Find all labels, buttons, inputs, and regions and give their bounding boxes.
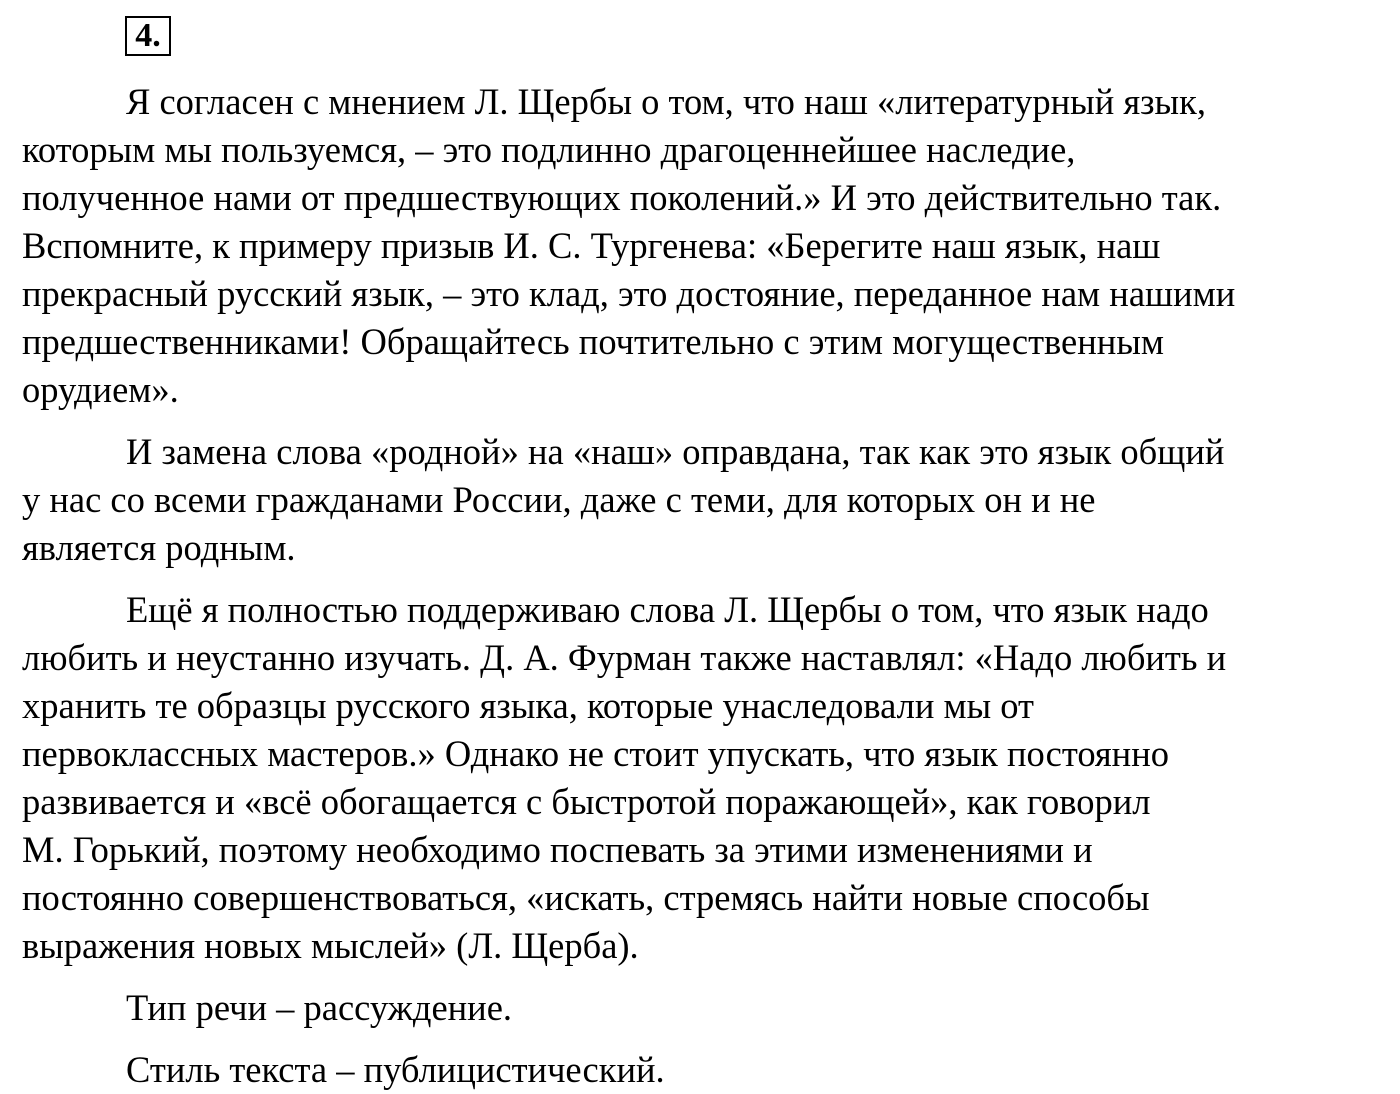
text-line: Стиль текста – публицистический. — [126, 1049, 665, 1090]
paragraph-speech-type — [22, 984, 1382, 1032]
text-line: является родным. — [22, 527, 296, 568]
text-line: Тип речи – рассуждение. — [126, 987, 513, 1028]
text-line: хранить те образцы русского языка, которые унаследовали мы от — [22, 685, 1035, 726]
text-line: развивается и «всё обогащается с быстротой поражающей», как говорил — [22, 781, 1151, 822]
paragraph-text-style — [22, 1046, 1382, 1094]
text-line: М. Горький, поэтому необходимо поспевать за этими изменениями и — [22, 829, 1093, 870]
document-body — [22, 78, 1382, 1094]
text-line: прекрасный русский язык, – это клад, это достояние, переданное нам нашими — [22, 273, 1236, 314]
text-line: у нас со всеми гражданами России, даже с теми, для которых он и не — [22, 479, 1096, 520]
text-line: И замена слова «родной» на «наш» оправдана, так как это язык общий — [126, 431, 1225, 472]
paragraph-3 — [22, 586, 1382, 970]
text-line: выражения новых мыслей» (Л. Щерба). — [22, 925, 639, 966]
text-line: орудием». — [22, 369, 179, 410]
paragraph-2 — [22, 428, 1382, 572]
paragraph-1 — [22, 78, 1382, 414]
text-line: Я согласен с мнением Л. Щербы о том, что наш «литературный язык, — [126, 81, 1206, 122]
text-line: любить и неустанно изучать. Д. А. Фурман также наставлял: «Надо любить и — [22, 637, 1227, 678]
task-number-box: 4. — [125, 16, 171, 56]
text-line: первоклассных мастеров.» Однако не стоит упускать, что язык постоянно — [22, 733, 1169, 774]
text-line: Ещё я полностью поддерживаю слова Л. Щербы о том, что язык надо — [126, 589, 1209, 630]
text-line: постоянно совершенствоваться, «искать, стремясь найти новые способы — [22, 877, 1150, 918]
text-line: которым мы пользуемся, – это подлинно драгоценнейшее наследие, — [22, 129, 1076, 170]
text-line: предшественниками! Обращайтесь почтительно с этим могущественным — [22, 321, 1164, 362]
text-line: Вспомните, к примеру призыв И. С. Тургенева: «Берегите наш язык, наш — [22, 225, 1161, 266]
text-line: полученное нами от предшествующих поколений.» И это действительно так. — [22, 177, 1222, 218]
